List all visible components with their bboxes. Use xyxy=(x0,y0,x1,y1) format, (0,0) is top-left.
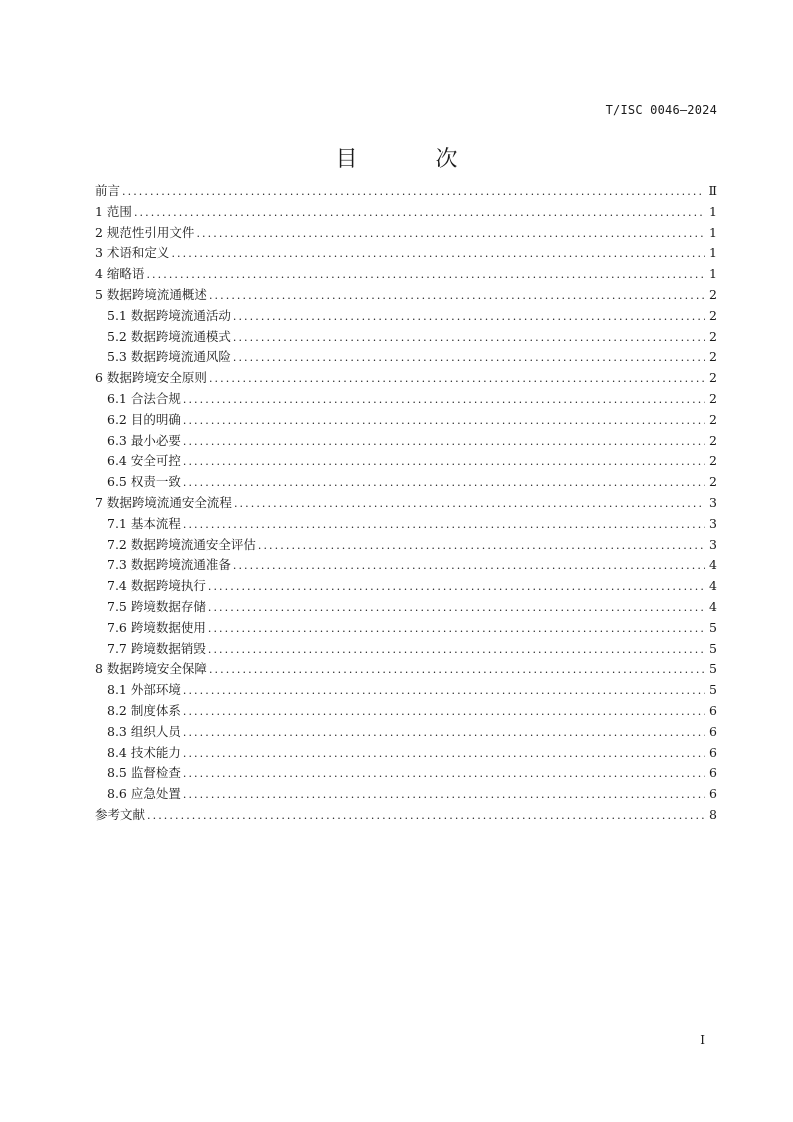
toc-entry[interactable] xyxy=(95,347,717,368)
toc-entry-label: 6.4 安全可控 xyxy=(107,453,181,469)
toc-leader-dots xyxy=(183,414,705,427)
toc-entry[interactable] xyxy=(95,763,717,784)
toc-entry[interactable] xyxy=(95,722,717,743)
toc-entry[interactable] xyxy=(95,243,717,264)
page-number: I xyxy=(700,1033,705,1047)
toc-leader-dots xyxy=(146,268,705,281)
toc-leader-dots xyxy=(147,809,705,822)
toc-entry[interactable] xyxy=(95,389,717,410)
toc-entry[interactable] xyxy=(95,514,717,535)
toc-entry-page: 2 xyxy=(709,432,717,448)
toc-entry-page: 2 xyxy=(709,453,717,469)
toc-entry-label: 7.2 数据跨境流通安全评估 xyxy=(107,536,256,552)
toc-entry-label: 6.5 权责一致 xyxy=(107,474,181,490)
toc-entry-page: 6 xyxy=(709,744,717,760)
toc-entry-label: 6.1 合法合规 xyxy=(107,390,181,406)
table-of-contents xyxy=(95,181,717,826)
toc-entry-label: 2 规范性引用文件 xyxy=(95,224,195,240)
toc-leader-dots xyxy=(183,684,705,697)
toc-entry-label: 7.6 跨境数据使用 xyxy=(107,619,206,635)
toc-entry-page: 3 xyxy=(709,494,717,510)
toc-entry-label: 8.3 组织人员 xyxy=(107,723,181,739)
toc-entry[interactable] xyxy=(95,743,717,764)
toc-leader-dots xyxy=(196,227,705,240)
toc-entry-label: 6 数据跨境安全原则 xyxy=(95,370,207,386)
toc-entry[interactable] xyxy=(95,493,717,514)
toc-entry-label: 1 范围 xyxy=(95,203,132,219)
toc-entry[interactable] xyxy=(95,701,717,722)
toc-entry-page: 2 xyxy=(709,411,717,427)
toc-entry-page: 3 xyxy=(709,515,717,531)
toc-entry-page: 2 xyxy=(709,390,717,406)
toc-entry-page: 2 xyxy=(709,328,717,344)
toc-entry[interactable] xyxy=(95,264,717,285)
toc-entry-label: 8 数据跨境安全保障 xyxy=(95,661,207,677)
toc-entry-label: 5.3 数据跨境流通风险 xyxy=(107,349,231,365)
toc-entry-page: 8 xyxy=(709,806,717,822)
toc-entry-label: 7.1 基本流程 xyxy=(107,515,181,531)
toc-entry[interactable] xyxy=(95,659,717,680)
toc-entry-page: 1 xyxy=(709,245,717,261)
toc-leader-dots xyxy=(183,435,705,448)
toc-leader-dots xyxy=(171,247,705,260)
toc-entry-page: 2 xyxy=(709,349,717,365)
toc-leader-dots xyxy=(183,455,705,468)
toc-entry[interactable] xyxy=(95,535,717,556)
toc-entry-label: 5.1 数据跨境流通活动 xyxy=(107,307,231,323)
toc-entry-page: 2 xyxy=(709,286,717,302)
toc-entry-page: 4 xyxy=(709,598,717,614)
toc-entry[interactable] xyxy=(95,223,717,244)
toc-entry[interactable] xyxy=(95,805,717,826)
toc-leader-dots xyxy=(183,726,705,739)
toc-leader-dots xyxy=(258,539,705,552)
toc-leader-dots xyxy=(183,476,705,489)
toc-entry-page: 3 xyxy=(709,536,717,552)
toc-entry-label: 8.2 制度体系 xyxy=(107,702,181,718)
toc-leader-dots xyxy=(183,767,705,780)
toc-entry[interactable] xyxy=(95,451,717,472)
toc-leader-dots xyxy=(208,622,705,635)
toc-entry-label: 8.6 应急处置 xyxy=(107,786,181,802)
toc-leader-dots xyxy=(233,351,705,364)
toc-entry[interactable] xyxy=(95,472,717,493)
toc-leader-dots xyxy=(183,705,705,718)
toc-entry[interactable] xyxy=(95,285,717,306)
toc-entry[interactable] xyxy=(95,784,717,805)
toc-entry[interactable] xyxy=(95,181,717,202)
toc-leader-dots xyxy=(233,310,705,323)
toc-entry-label: 7.3 数据跨境流通准备 xyxy=(107,557,231,573)
toc-leader-dots xyxy=(209,289,705,302)
toc-entry-label: 前言 xyxy=(95,183,121,198)
toc-entry-page: 1 xyxy=(709,224,717,240)
toc-leader-dots xyxy=(183,393,705,406)
toc-leader-dots xyxy=(209,372,705,385)
toc-entry-label: 5.2 数据跨境流通模式 xyxy=(107,328,231,344)
toc-entry-label: 参考文献 xyxy=(95,806,146,822)
toc-entry-page: 1 xyxy=(709,203,717,219)
toc-entry[interactable] xyxy=(95,576,717,597)
toc-entry-page: 2 xyxy=(709,307,717,323)
toc-entry[interactable] xyxy=(95,639,717,660)
toc-entry-label: 7.5 跨境数据存储 xyxy=(107,598,206,614)
toc-entry-page: 2 xyxy=(709,370,717,386)
toc-entry-label: 8.1 外部环境 xyxy=(107,682,181,698)
toc-leader-dots xyxy=(208,601,705,614)
toc-entry-label: 8.5 监督检查 xyxy=(107,765,181,781)
toc-entry-page: Ⅱ xyxy=(708,183,717,198)
toc-entry[interactable] xyxy=(95,202,717,223)
toc-entry-page: 2 xyxy=(709,474,717,490)
toc-entry-page: 6 xyxy=(709,723,717,739)
toc-leader-dots xyxy=(208,643,705,656)
toc-entry-label: 7.4 数据跨境执行 xyxy=(107,578,206,594)
toc-entry-label: 7 数据跨境流通安全流程 xyxy=(95,494,232,510)
toc-leader-dots xyxy=(183,518,705,531)
toc-entry-page: 5 xyxy=(709,682,717,698)
toc-entry-label: 8.4 技术能力 xyxy=(107,744,181,760)
toc-entry-label: 3 术语和定义 xyxy=(95,245,170,261)
toc-leader-dots xyxy=(208,580,705,593)
toc-entry-page: 5 xyxy=(709,661,717,677)
toc-entry[interactable] xyxy=(95,680,717,701)
toc-entry-page: 1 xyxy=(709,266,717,282)
toc-entry-label: 4 缩略语 xyxy=(95,266,145,282)
toc-entry-page: 5 xyxy=(709,619,717,635)
toc-entry[interactable] xyxy=(95,410,717,431)
toc-entry[interactable] xyxy=(95,327,717,348)
toc-leader-dots xyxy=(122,185,705,198)
toc-leader-dots xyxy=(234,497,705,510)
toc-title: 目 次 xyxy=(335,147,486,172)
toc-entry-page: 5 xyxy=(709,640,717,656)
toc-entry-page: 6 xyxy=(709,702,717,718)
toc-entry[interactable] xyxy=(95,555,717,576)
toc-entry[interactable] xyxy=(95,618,717,639)
toc-entry-label: 6.3 最小必要 xyxy=(107,432,181,448)
toc-entry-label: 5 数据跨境流通概述 xyxy=(95,286,207,302)
toc-leader-dots xyxy=(183,788,705,801)
toc-leader-dots xyxy=(233,559,705,572)
toc-entry-label: 6.2 目的明确 xyxy=(107,411,181,427)
toc-leader-dots xyxy=(183,747,705,760)
toc-leader-dots xyxy=(134,206,705,219)
toc-entry-page: 6 xyxy=(709,765,717,781)
toc-entry[interactable] xyxy=(95,306,717,327)
toc-leader-dots xyxy=(209,663,705,676)
toc-entry-page: 4 xyxy=(709,557,717,573)
toc-entry-page: 4 xyxy=(709,578,717,594)
toc-entry-label: 7.7 跨境数据销毁 xyxy=(107,640,206,656)
toc-entry[interactable] xyxy=(95,368,717,389)
toc-entry[interactable] xyxy=(95,431,717,452)
toc-entry[interactable] xyxy=(95,597,717,618)
toc-entry-page: 6 xyxy=(709,786,717,802)
toc-leader-dots xyxy=(233,331,705,344)
standard-code: T/ISC 0046—2024 xyxy=(605,103,717,117)
